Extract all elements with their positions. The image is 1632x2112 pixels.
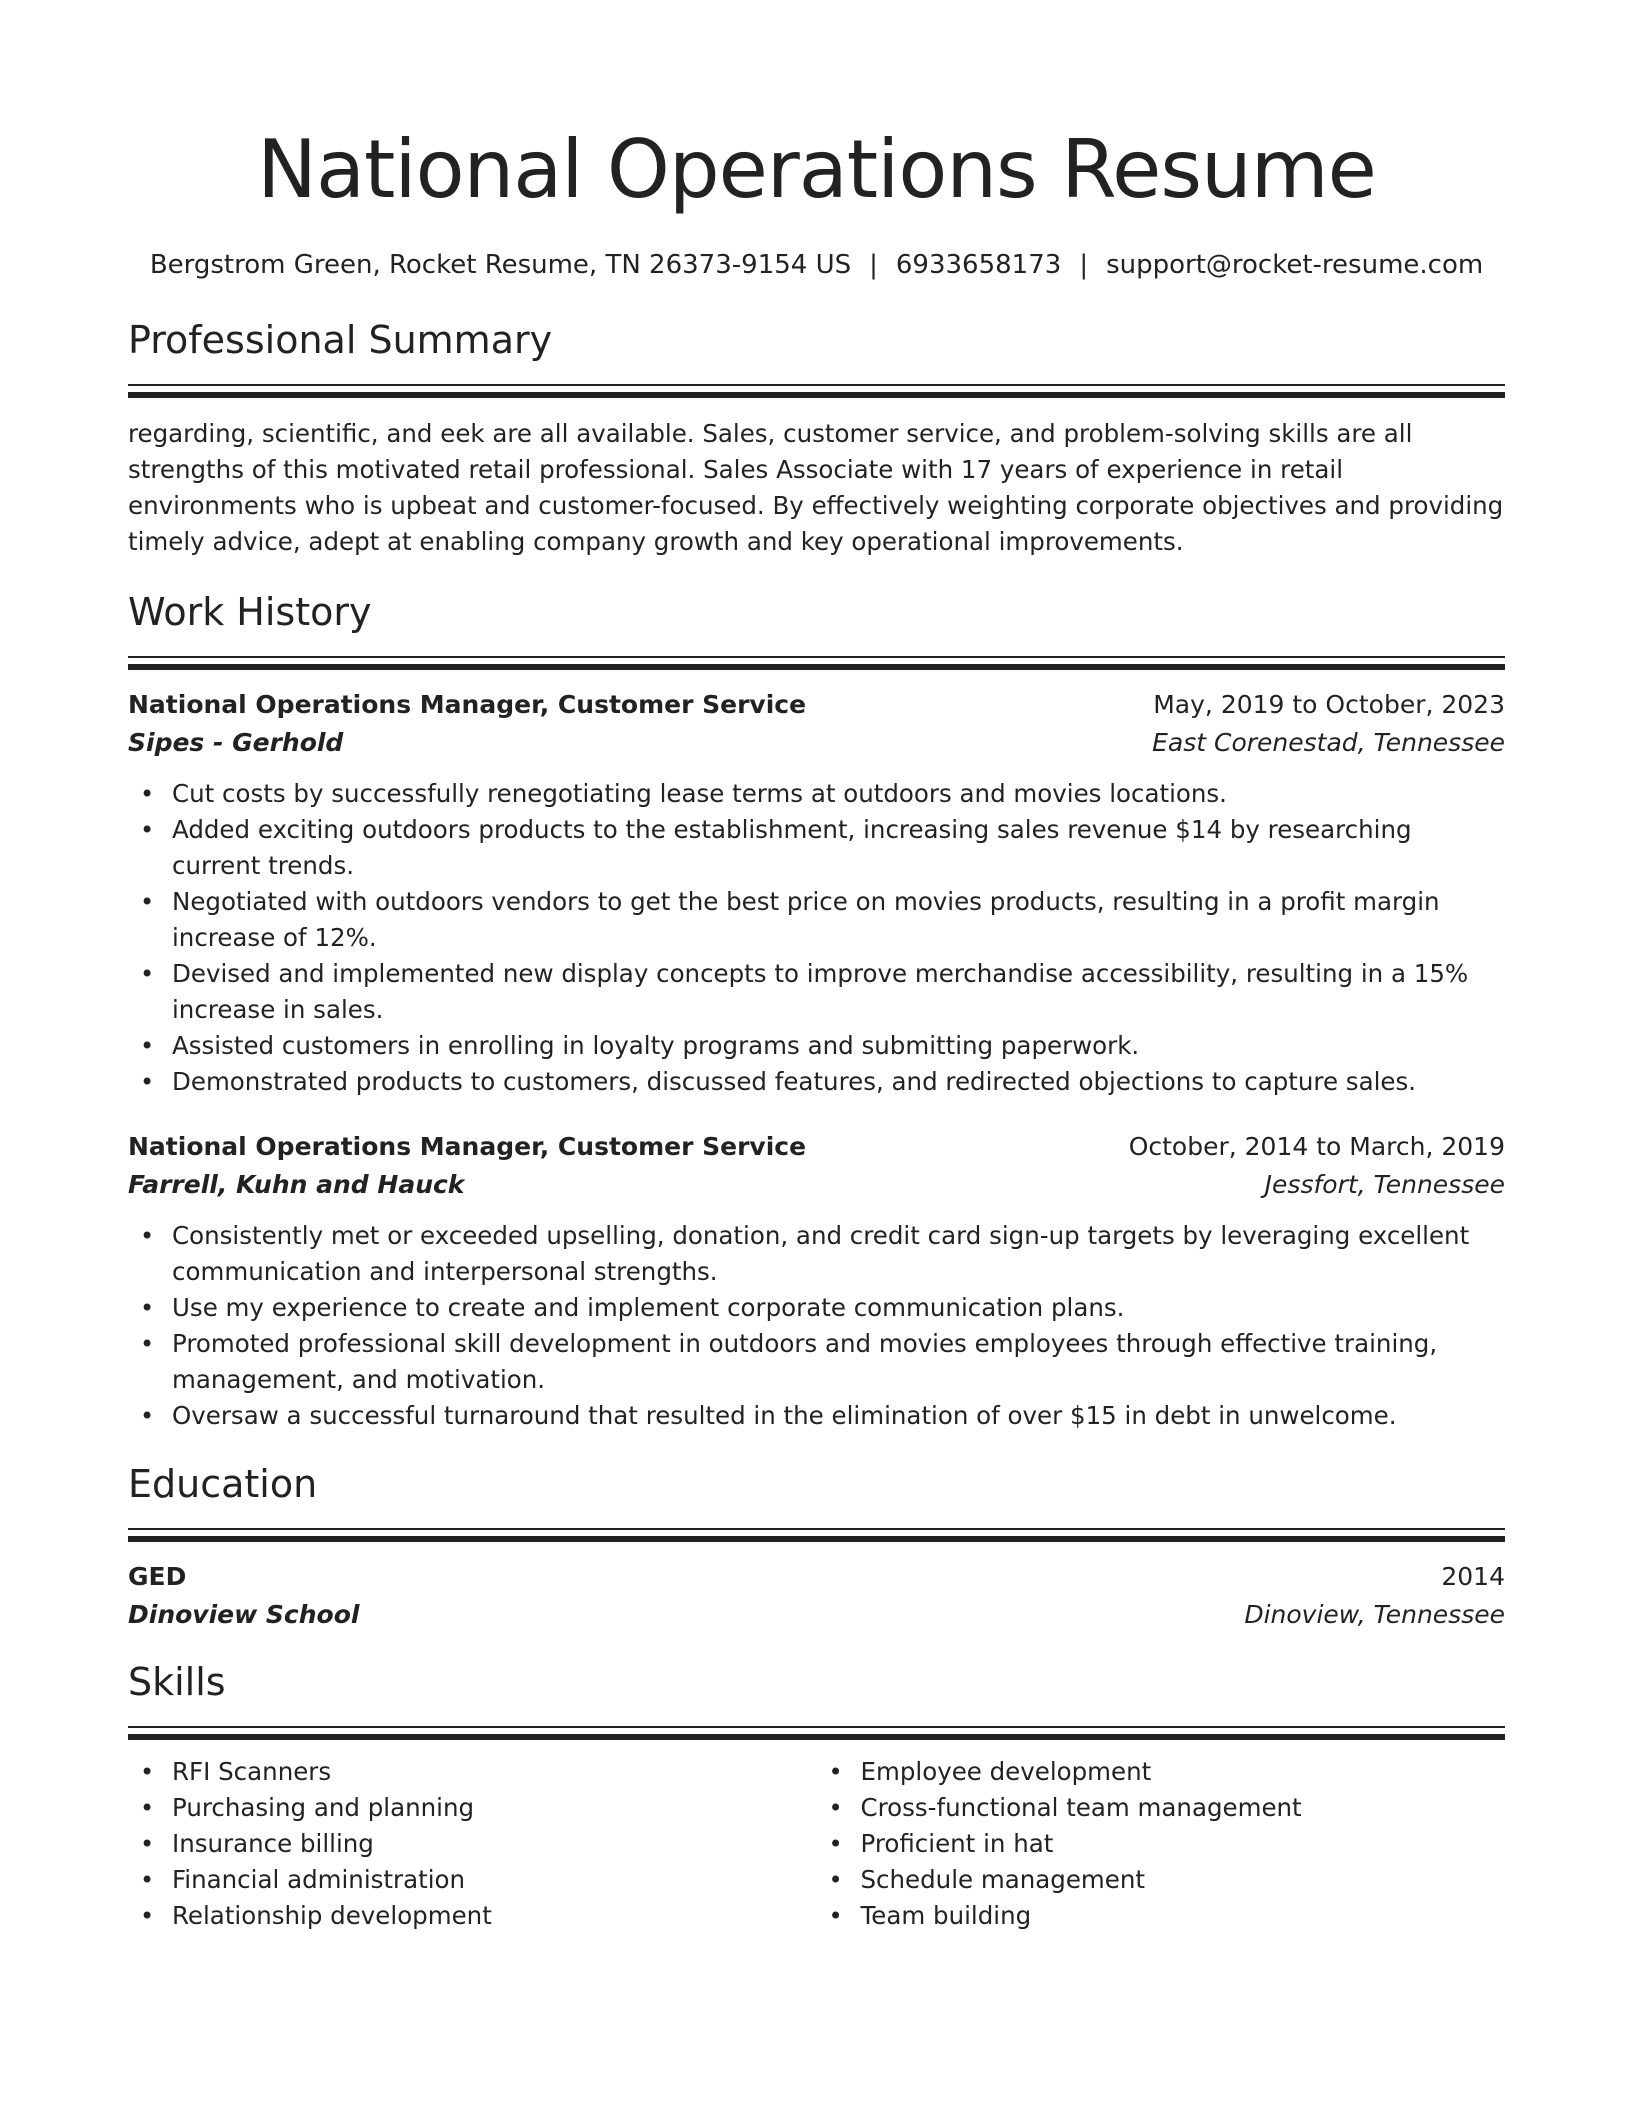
section-divider-thick bbox=[128, 392, 1505, 398]
job-subheader bbox=[128, 1166, 1505, 1204]
skill-item: • Financial administration bbox=[128, 1862, 817, 1898]
education-header bbox=[128, 1558, 1505, 1596]
list-item: • Use my experience to create and implement corporate communication plans. bbox=[128, 1290, 1505, 1326]
education-subheader bbox=[128, 1596, 1505, 1634]
work-section bbox=[128, 588, 1505, 1434]
education-school: Dinoview School bbox=[128, 1600, 360, 1629]
skill-item: • Employee development bbox=[817, 1754, 1506, 1790]
section-divider-thick bbox=[128, 664, 1505, 670]
list-item: • Consistently met or exceeded upselling, donation, and credit card sign-up targets by leveraging excellent communication and interpersonal strengths. bbox=[128, 1218, 1505, 1290]
skills-section bbox=[128, 1658, 1505, 1934]
education-entry bbox=[128, 1558, 1505, 1634]
job-subheader bbox=[128, 724, 1505, 762]
contact-address: Bergstrom Green, Rocket Resume, TN 26373-9154 US bbox=[149, 250, 852, 280]
list-item: • Cut costs by successfully renegotiating lease terms at outdoors and movies locations. bbox=[128, 776, 1505, 812]
contact-email: support@rocket-resume.com bbox=[1106, 250, 1484, 280]
skill-item: • Proficient in hat bbox=[817, 1826, 1506, 1862]
section-title-work: Work History bbox=[128, 590, 372, 634]
skill-item: • Schedule management bbox=[817, 1862, 1506, 1898]
job-company: Sipes - Gerhold bbox=[128, 728, 344, 757]
list-item: • Oversaw a successful turnaround that resulted in the elimination of over $15 in debt in unwelcome. bbox=[128, 1398, 1505, 1434]
section-divider-thick bbox=[128, 1734, 1505, 1740]
job-entry bbox=[128, 1128, 1505, 1434]
skill-item: • Cross-functional team management bbox=[817, 1790, 1506, 1826]
education-section bbox=[128, 1460, 1505, 1634]
resume-name: National Operations Resume bbox=[257, 123, 1376, 216]
summary-text: regarding, scientific, and eek are all available. Sales, customer service, and problem-solving skills are all strengths of this motivated retail professional. Sales Associate with 17 years of experience in retail environments who is upbeat and customer-focused. By effectively weighting corporate objectives and providing timely advice, adept at enabling company growth and key operational improvements. bbox=[128, 419, 1504, 556]
job-header bbox=[128, 1128, 1505, 1166]
section-divider-thick bbox=[128, 1536, 1505, 1542]
job-title: National Operations Manager, Customer Service bbox=[128, 1132, 807, 1161]
skill-item: • Team building bbox=[817, 1898, 1506, 1934]
section-divider bbox=[128, 1726, 1505, 1728]
job-bullets bbox=[128, 776, 1505, 1100]
section-divider bbox=[128, 384, 1505, 386]
job-title: National Operations Manager, Customer Service bbox=[128, 690, 807, 719]
list-item: • Demonstrated products to customers, discussed features, and redirected objections to capture sales. bbox=[128, 1064, 1505, 1100]
job-location: Jessfort, Tennessee bbox=[1264, 1170, 1505, 1199]
skill-item: • Insurance billing bbox=[128, 1826, 817, 1862]
summary-section bbox=[128, 316, 1505, 560]
skill-item: • RFI Scanners bbox=[128, 1754, 817, 1790]
skills-column-left bbox=[128, 1754, 817, 1934]
contact-line bbox=[128, 248, 1505, 282]
education-location: Dinoview, Tennessee bbox=[1244, 1600, 1505, 1629]
section-title-education: Education bbox=[128, 1462, 318, 1506]
section-title-skills: Skills bbox=[128, 1660, 226, 1704]
contact-separator: | bbox=[1079, 250, 1089, 280]
job-bullets bbox=[128, 1218, 1505, 1434]
list-item: • Added exciting outdoors products to the establishment, increasing sales revenue $14 by researching current trends. bbox=[128, 812, 1505, 884]
education-degree: GED bbox=[128, 1562, 187, 1591]
job-dates: May, 2019 to October, 2023 bbox=[1153, 690, 1505, 719]
contact-separator: | bbox=[869, 250, 878, 280]
education-year: 2014 bbox=[1441, 1562, 1505, 1591]
skills-column-right bbox=[817, 1754, 1506, 1934]
job-company: Farrell, Kuhn and Hauck bbox=[128, 1170, 465, 1199]
skills-list bbox=[128, 1754, 1505, 1934]
job-location: East Corenestad, Tennessee bbox=[1152, 728, 1505, 757]
section-divider bbox=[128, 1528, 1505, 1530]
list-item: • Promoted professional skill development in outdoors and movies employees through effective training, management, and motivation. bbox=[128, 1326, 1505, 1398]
contact-phone: 6933658173 bbox=[895, 250, 1062, 280]
list-item: • Assisted customers in enrolling in loyalty programs and submitting paperwork. bbox=[128, 1028, 1505, 1064]
skill-item: • Purchasing and planning bbox=[128, 1790, 817, 1826]
list-item: • Devised and implemented new display concepts to improve merchandise accessibility, resulting in a 15% increase in sales. bbox=[128, 956, 1505, 1028]
job-entry bbox=[128, 686, 1505, 1100]
section-title-summary: Professional Summary bbox=[128, 318, 553, 362]
skill-item: • Relationship development bbox=[128, 1898, 817, 1934]
list-item: • Negotiated with outdoors vendors to get the best price on movies products, resulting in a profit margin increase of 12%. bbox=[128, 884, 1505, 956]
job-dates: October, 2014 to March, 2019 bbox=[1128, 1132, 1505, 1161]
section-divider bbox=[128, 656, 1505, 658]
job-header bbox=[128, 686, 1505, 724]
